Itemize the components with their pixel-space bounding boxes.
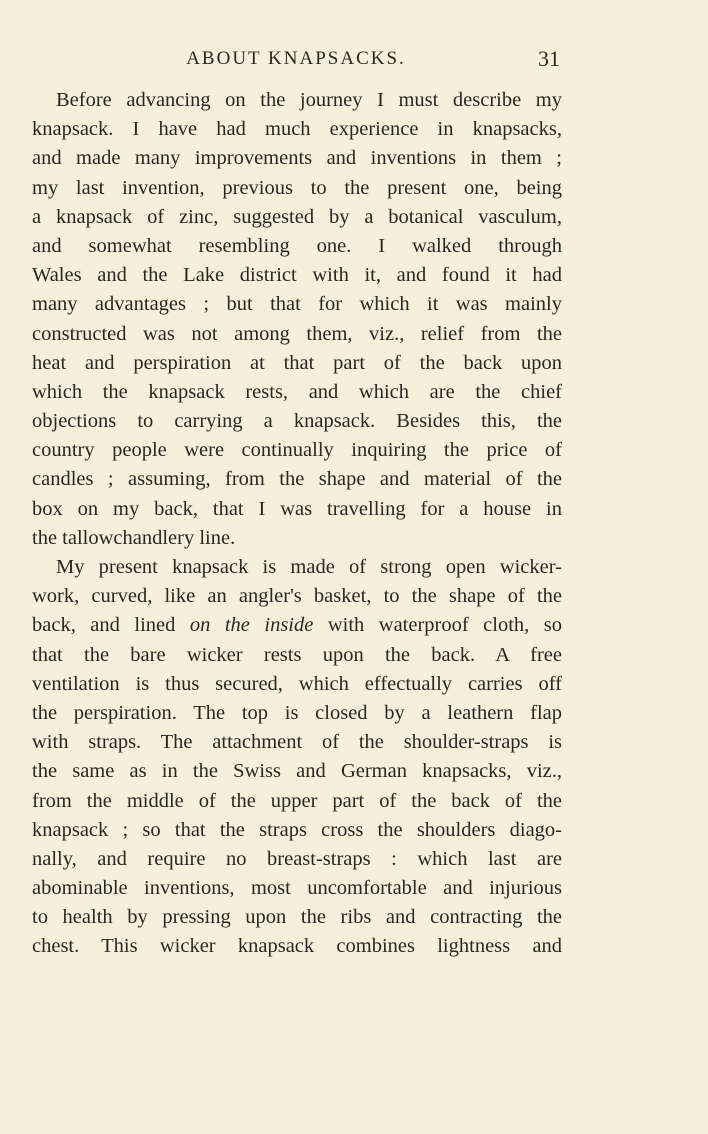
text-line: the perspiration. The top is closed by a leathern flap [32,701,562,724]
text-line: knapsack ; so that the straps cross the shoulders diago- [32,818,562,841]
italic-phrase: on the inside [189,614,314,637]
body-text [32,86,562,962]
text-line: that the bare wicker rests upon the back. A free [32,643,562,666]
text-line: abominable inventions, most uncomfortable and injurious [32,877,562,900]
text-line: knapsack. I have had much experience in knapsacks, [32,118,562,141]
text-line: box on my back, that I was travelling for a house in [32,497,562,520]
text-line: and made many improvements and inventions in them ; [32,147,562,170]
text-line: constructed was not among them, viz., relief from the [32,322,562,345]
text-line: ventilation is thus secured, which effectually carries off [32,672,562,695]
text-line: which the knapsack rests, and which are the chief [32,380,562,403]
text-line: My present knapsack is made of strong open wicker- [56,556,562,578]
text-run: back, and lined [32,614,190,637]
text-run: with waterproof cloth, so [313,614,563,637]
text-line: many advantages ; but that for which it was mainly [32,293,562,316]
text-line: and somewhat resembling one. I walked through [32,234,562,257]
text-line: Before advancing on the journey I must describe my [56,89,562,111]
text-line: the tallowchandlery line. [32,526,236,549]
text-line: objections to carrying a knapsack. Besides this, the [32,410,562,433]
text-line: nally, and require no breast-straps : which last are [32,847,562,870]
running-head [32,44,560,74]
text-line: a knapsack of zinc, suggested by a botanical vasculum, [32,205,562,228]
running-title: ABOUT KNAPSACKS. [186,48,406,69]
text-line: the same as in the Swiss and German knapsacks, viz., [32,760,562,783]
text-line: with straps. The attachment of the shoulder-straps is [32,731,562,754]
text-line: country people were continually inquiring the price of [32,439,562,462]
text-line-with-italic [32,611,562,640]
page-number: 31 [538,46,560,71]
text-line: from the middle of the upper part of the back of the [32,789,562,812]
text-line: to health by pressing upon the ribs and contracting the [32,906,562,929]
text-line: work, curved, like an angler's basket, to the shape of the [32,585,562,608]
text-line: candles ; assuming, from the shape and material of the [32,468,562,491]
text-line: heat and perspiration at that part of the back upon [32,351,562,374]
text-line: chest. This wicker knapsack combines lightness and [32,935,562,958]
text-line: my last invention, previous to the present one, being [32,176,562,199]
text-line: Wales and the Lake district with it, and found it had [32,264,562,287]
